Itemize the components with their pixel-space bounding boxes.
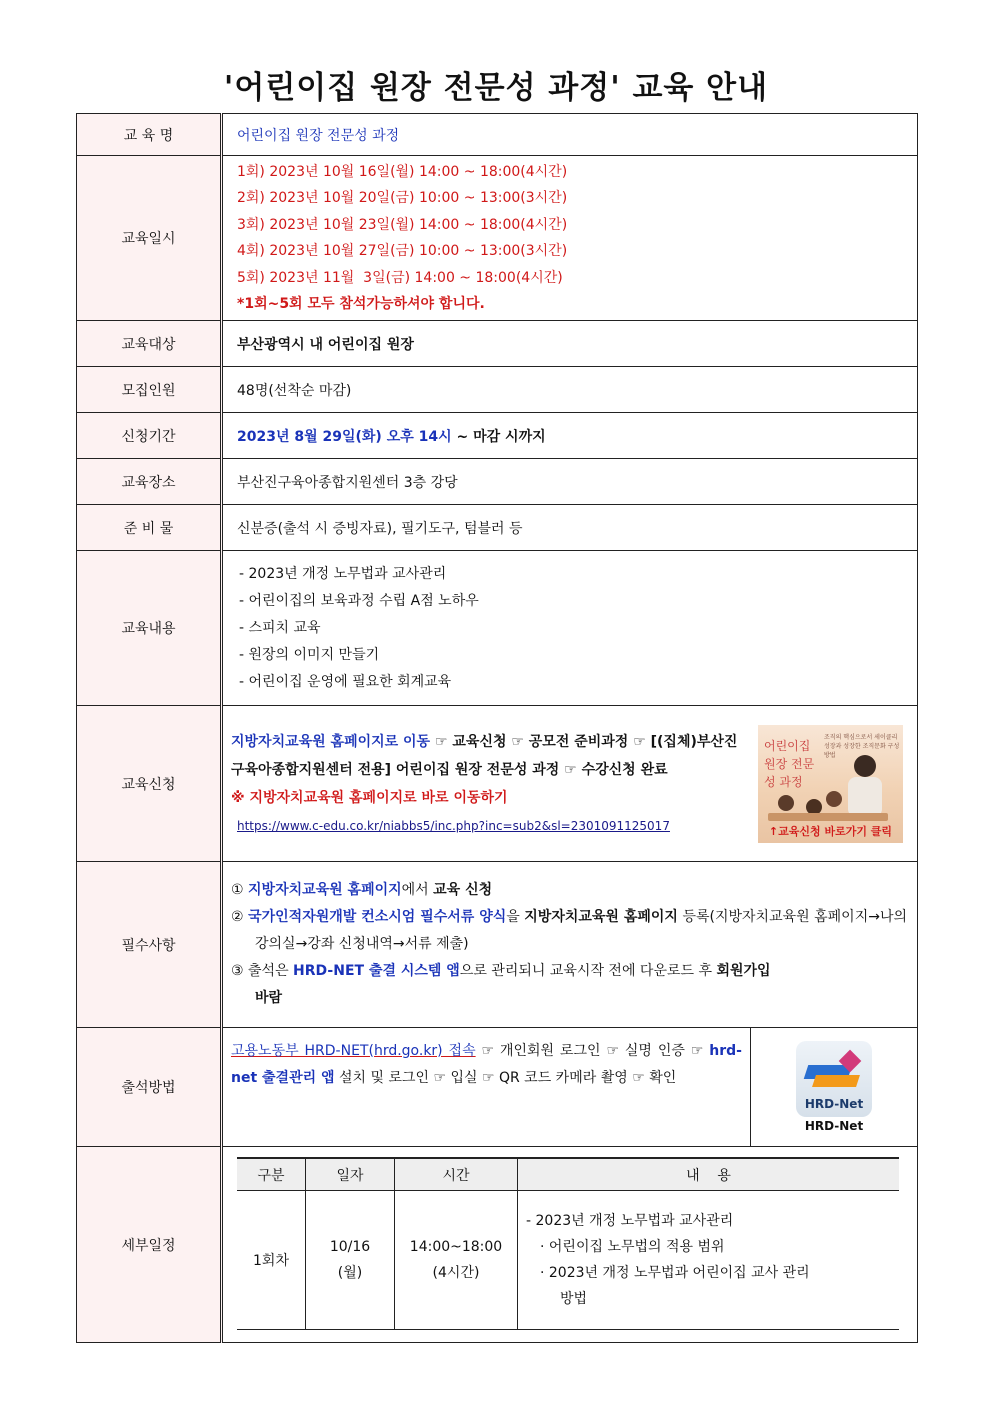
attendance-steps-2: 설치 및 로그인 ☞ 입실 ☞ QR 코드 카메라 촬영 ☞ 확인 [334, 1070, 677, 1086]
required-3-a: 출석은 [248, 963, 294, 979]
content-item-3: - 스피치 교육 [239, 619, 321, 636]
label-target: 교육대상 [77, 321, 222, 367]
label-apply: 교육신청 [77, 706, 222, 862]
detail-date-value: 10/16 [329, 1239, 371, 1255]
apply-home-link[interactable]: 지방자치교육원 홈페이지로 이동 [231, 733, 431, 750]
detail-date-day: (월) [337, 1265, 363, 1281]
value-apply [222, 706, 918, 862]
value-period [222, 413, 918, 459]
hrd-link[interactable]: 고용노동부 HRD-NET(hrd.go.kr) 접속 [231, 1043, 476, 1059]
label-attendance: 출석방법 [77, 1028, 222, 1147]
row-detail [77, 1147, 918, 1343]
required-num-1: ① [231, 882, 244, 898]
page-title: '어린이집 원장 전문성 과정' 교육 안내 [223, 70, 769, 106]
row-place [77, 459, 918, 505]
label-prep: 준 비 물 [77, 505, 222, 551]
required-3-b: HRD-NET 출결 시스템 앱 [293, 963, 460, 979]
value-capacity: 48명(선착순 마감) [222, 367, 918, 413]
detail-content-3: · 2023년 개정 노무법과 어린이집 교사 관리 [540, 1265, 810, 1281]
detail-header-content: 내 용 [518, 1158, 900, 1191]
detail-date [306, 1191, 395, 1330]
required-3-e: 바람 [255, 990, 283, 1006]
detail-content [518, 1191, 900, 1330]
hrd-app-icon [796, 1041, 872, 1117]
content-item-5: - 어린이집 운영에 필요한 회계교육 [239, 673, 452, 690]
label-capacity: 모집인원 [77, 367, 222, 413]
required-1-c: 교육 신청 [433, 882, 493, 898]
row-target [77, 321, 918, 367]
required-1-a: 지방자치교육원 홈페이지 [248, 882, 402, 898]
period-date: 2023년 8월 29일(화) 오후 14시 [237, 428, 452, 445]
session-4: 4회) 2023년 10월 27일(금) 10:00 ~ 13:00(3시간) [237, 243, 568, 259]
row-capacity [77, 367, 918, 413]
value-content [222, 551, 918, 706]
detail-table [237, 1157, 899, 1330]
content-item-1: - 2023년 개정 노무법과 교사관리 [239, 565, 447, 582]
row-name [77, 114, 918, 156]
schedule-note: *1회~5회 모두 참석가능하셔야 합니다. [237, 296, 485, 312]
required-2-a: 국가인적자원개발 컨소시엄 필수서류 양식 [248, 909, 507, 925]
value-name: 어린이집 원장 전문성 과정 [222, 114, 918, 156]
detail-header-time: 시간 [395, 1158, 518, 1191]
apply-steps: ☞ 교육신청 ☞ 공모전 준비과정 ☞ [(집체)부산진구육아종합지원센터 전용] 어린이집 원장 전문성 과정 ☞ 수강신청 완료 [231, 733, 738, 778]
detail-header-row [237, 1158, 899, 1191]
promo-figure-icon [854, 755, 876, 777]
label-required: 필수사항 [77, 862, 222, 1028]
required-2-d: 등록(지방자치교육원 홈페이지→나의 강의실→강좌 신청내역→서류 제출) [255, 909, 907, 952]
label-content: 교육내용 [77, 551, 222, 706]
required-3-c: 으로 관리되니 교육시작 전에 다운로드 후 [459, 963, 717, 979]
promo-subtitle: 조직의 핵심으로서 세이클리 성장과 성장한 조직문화 구성방법 [824, 733, 900, 759]
row-content [77, 551, 918, 706]
value-required [222, 862, 918, 1028]
hrd-logo-caption: HRD-Net [804, 1119, 864, 1133]
promo-title: 어린이집 원장 전문성 과정 [764, 738, 815, 789]
row-prep [77, 505, 918, 551]
value-detail [222, 1147, 918, 1343]
detail-time [395, 1191, 518, 1330]
session-5: 5회) 2023년 11월 3일(금) 14:00 ~ 18:00(4시간) [237, 269, 563, 286]
label-name: 교 육 명 [77, 114, 222, 156]
apply-url[interactable]: https://www.c-edu.co.kr/niabbs5/inc.php?inc=sub2&sl=2301091125017 [237, 818, 670, 833]
promo-table-icon [768, 813, 888, 821]
label-detail: 세부일정 [77, 1147, 222, 1343]
row-schedule [77, 156, 918, 321]
detail-content-1: - 2023년 개정 노무법과 교사관리 [526, 1213, 734, 1229]
detail-content-4: 방법 [560, 1291, 588, 1307]
required-3-d: 회원가입 [716, 963, 771, 979]
promo-child-icon-3 [826, 791, 842, 807]
detail-content-2: · 어린이집 노무법의 적용 범위 [540, 1239, 725, 1255]
required-item-2 [231, 904, 907, 958]
value-target: 부산광역시 내 어린이집 원장 [222, 321, 918, 367]
promo-figure-body-icon [848, 777, 882, 817]
promo-child-icon [778, 795, 794, 811]
value-place: 부산진구육아종합지원센터 3층 강당 [222, 459, 918, 505]
promo-banner[interactable] [758, 725, 903, 843]
info-table [76, 113, 918, 1343]
required-num-2: ② [231, 909, 244, 925]
content-item-2: - 어린이집의 보육과정 수립 A점 노하우 [239, 592, 479, 609]
detail-time-value: 14:00~18:00 [409, 1239, 503, 1255]
detail-time-duration: (4시간) [432, 1265, 480, 1281]
value-attendance [222, 1028, 918, 1147]
detail-round: 1회차 [237, 1191, 306, 1330]
hrd-logo[interactable] [750, 1028, 917, 1146]
detail-header-round: 구분 [237, 1158, 306, 1191]
row-required [77, 862, 918, 1028]
required-2-b: 을 [506, 909, 525, 925]
attendance-steps-1: ☞ 개인회원 로그인 ☞ 실명 인증 ☞ [475, 1043, 710, 1059]
required-item-1 [231, 877, 907, 904]
row-apply [77, 706, 918, 862]
row-attendance [77, 1028, 918, 1147]
table-row [237, 1191, 899, 1330]
value-prep: 신분증(출석 시 증빙자료), 필기도구, 텀블러 등 [222, 505, 918, 551]
label-place: 교육장소 [77, 459, 222, 505]
period-end: ~ 마감 시까지 [456, 428, 546, 445]
row-period [77, 413, 918, 459]
label-period: 신청기간 [77, 413, 222, 459]
required-2-c: 지방자치교육원 홈페이지 [524, 909, 678, 925]
session-1: 1회) 2023년 10월 16일(월) 14:00 ~ 18:00(4시간) [237, 163, 568, 180]
hrd-app-icon-text: HRD-Net [804, 1097, 864, 1111]
session-3: 3회) 2023년 10월 23일(월) 14:00 ~ 18:00(4시간) [237, 216, 568, 233]
detail-header-date: 일자 [306, 1158, 395, 1191]
value-schedule [222, 156, 918, 321]
required-num-3: ③ [231, 963, 244, 979]
label-schedule: 교육일시 [77, 156, 222, 321]
promo-caption: ↑교육신청 바로가기 클릭 [768, 824, 893, 838]
content-item-4: - 원장의 이미지 만들기 [239, 646, 380, 663]
apply-direct-link[interactable]: ※ 지방자치교육원 홈페이지로 바로 이동하기 [231, 789, 508, 806]
session-2: 2회) 2023년 10월 20일(금) 10:00 ~ 13:00(3시간) [237, 190, 568, 206]
hrd-app-name: hrd-net 출결관리 앱 [231, 1043, 742, 1086]
required-item-3 [231, 958, 907, 1012]
required-1-b: 에서 [401, 882, 434, 898]
